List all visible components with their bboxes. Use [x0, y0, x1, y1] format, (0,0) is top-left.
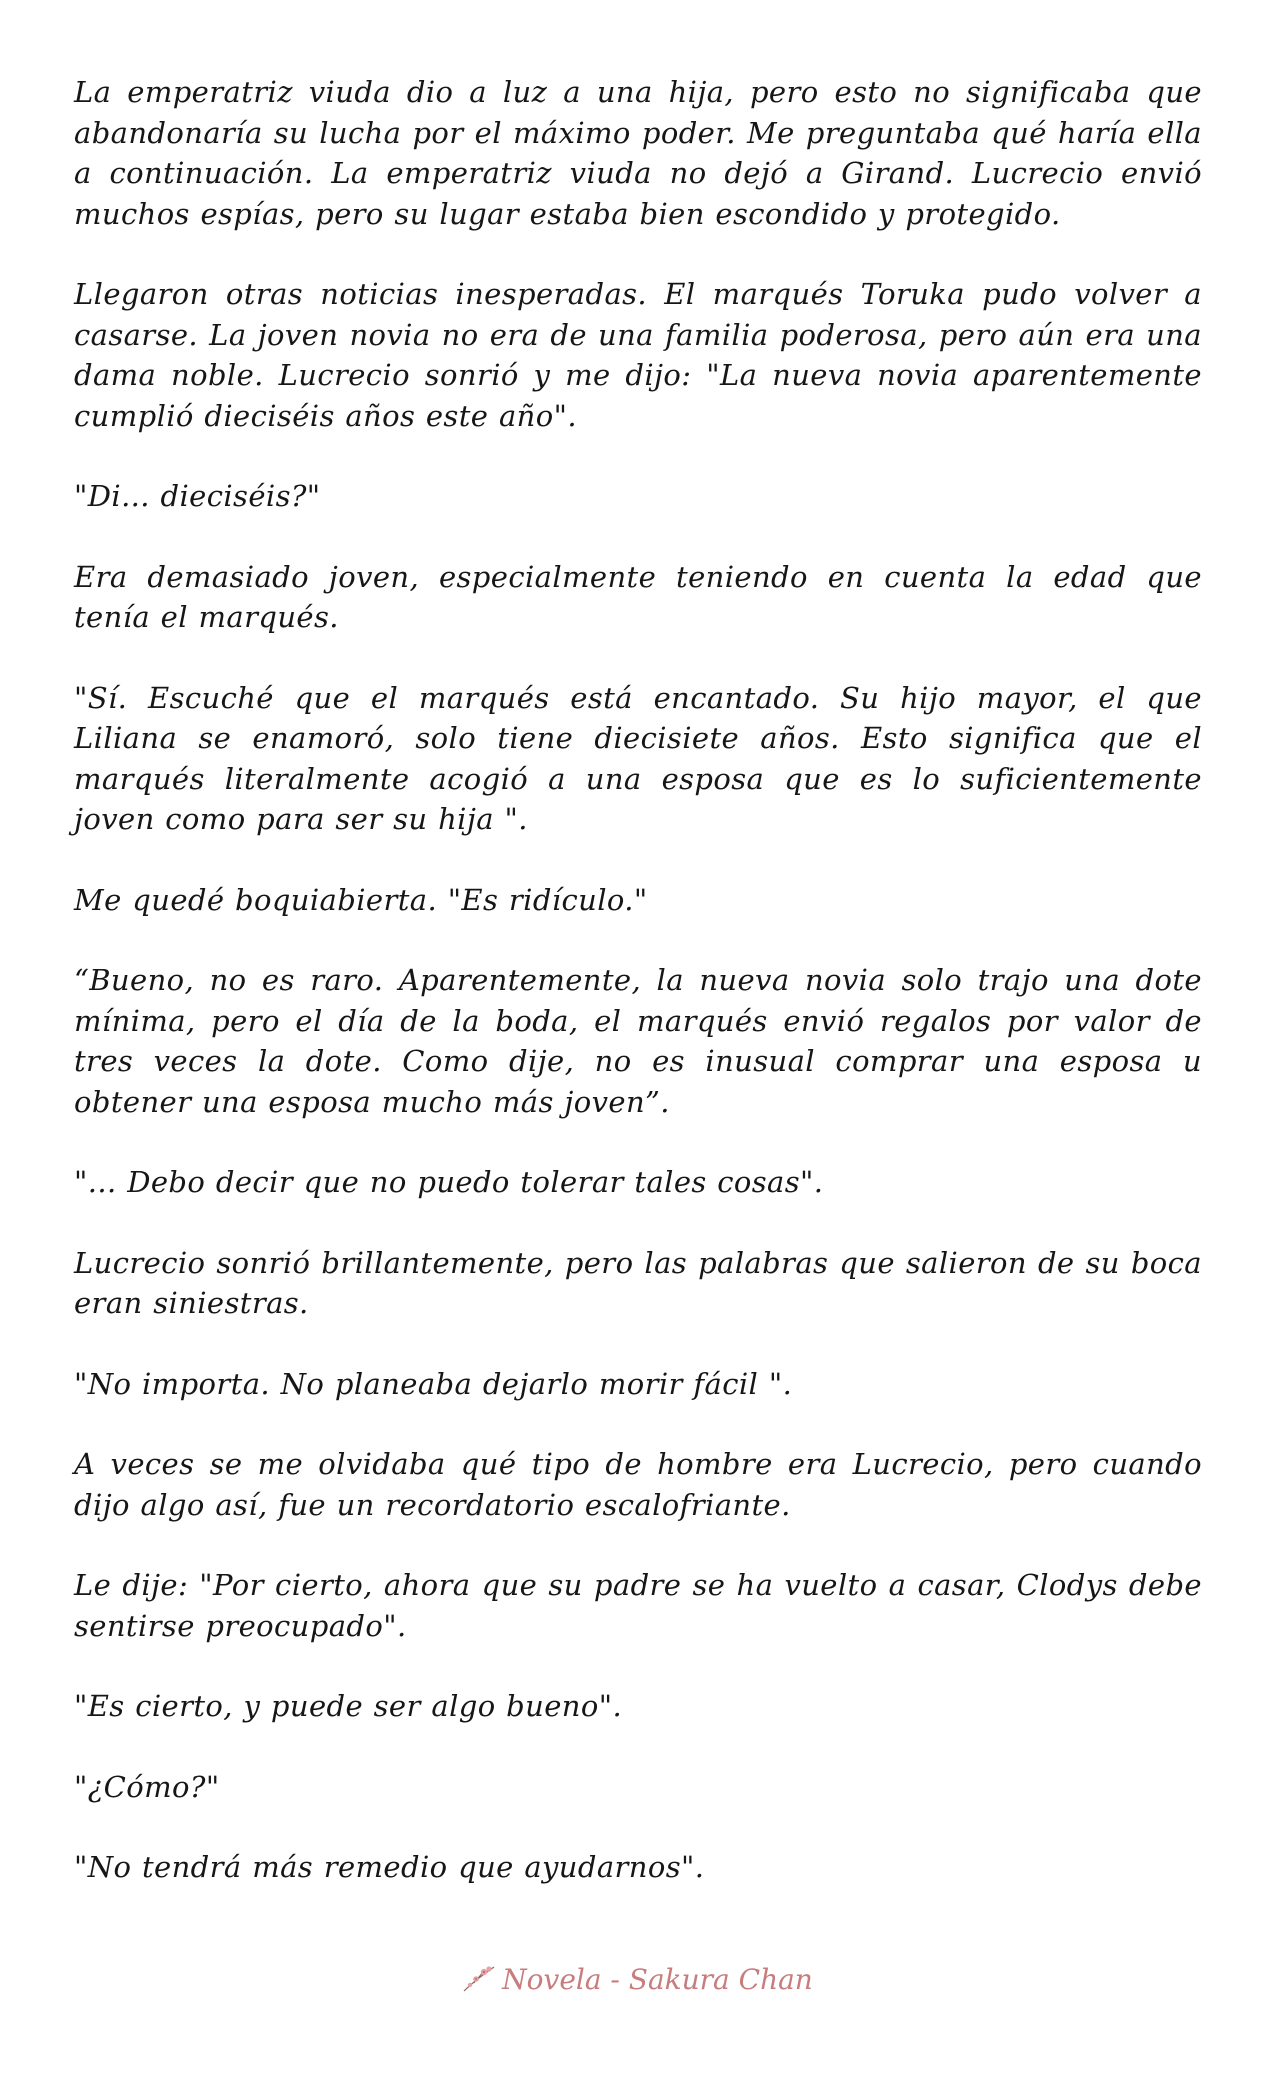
- paragraph: "No tendrá más remedio que ayudarnos".: [74, 1850, 705, 1884]
- paragraph: "Di... dieciséis?": [74, 479, 321, 513]
- paragraph: Era demasiado joven, especialmente teniendo en cuenta la edad que tenía el marqués.: [74, 559, 1202, 634]
- paragraph: Llegaron otras noticias inesperadas. El marqués Toruka pudo volver a casarse. La joven novia no era de una familia poderosa, pero aún era una dama noble. Lucrecio sonrió y me dijo: "La nueva novia aparentemente cumplió dieciséis años este año".: [74, 277, 1202, 433]
- watermark: [0, 1963, 1275, 1996]
- sakura-flower-icon: [462, 1963, 496, 1993]
- paragraph: "¿Cómo?": [74, 1769, 220, 1804]
- paragraph: Le dije: "Por cierto, ahora que su padre se ha vuelto a casar, Clodys debe sentirse preocupado".: [74, 1568, 1202, 1643]
- paragraph: "No importa. No planeaba dejarlo morir fácil ".: [74, 1366, 793, 1401]
- paragraph: “Bueno, no es raro. Aparentemente, la nueva novia solo trajo una dote mínima, pero el día de la boda, el marqués envió regalos por valor de tres veces la dote. Como dije, no es inusual comprar una esposa u obtener una esposa mucho más joven”.: [74, 963, 1202, 1119]
- paragraph: "... Debo decir que no puedo tolerar tales cosas".: [74, 1165, 824, 1199]
- paragraph: "Sí. Escuché que el marqués está encantado. Su hijo mayor, el que Liliana se enamoró, solo tiene diecisiete años. Esto significa que el marqués literalmente acogió a una esposa que es lo suficientemente joven como para ser su hija ".: [74, 680, 1202, 836]
- paragraph: "Es cierto, y puede ser algo bueno".: [74, 1689, 623, 1723]
- document-body: [74, 72, 1202, 1928]
- paragraph: A veces se me olvidaba qué tipo de hombre era Lucrecio, pero cuando dijo algo así, fue un recordatorio escalofriante.: [74, 1447, 1202, 1522]
- paragraph: Lucrecio sonrió brillantemente, pero las palabras que salieron de su boca eran siniestras.: [74, 1245, 1202, 1320]
- paragraph: Me quedé boquiabierta. "Es ridículo.": [74, 882, 648, 917]
- paragraph: La emperatriz viuda dio a luz a una hija, pero esto no significaba que abandonaría su lucha por el máximo poder. Me preguntaba qué haría ella a continuación. La emperatriz viuda no dejó a Girand. Lucrecio envió muchos espías, pero su lugar estaba bien escondido y protegido.: [74, 75, 1202, 231]
- watermark-text: Novela - Sakura Chan: [502, 1963, 813, 1996]
